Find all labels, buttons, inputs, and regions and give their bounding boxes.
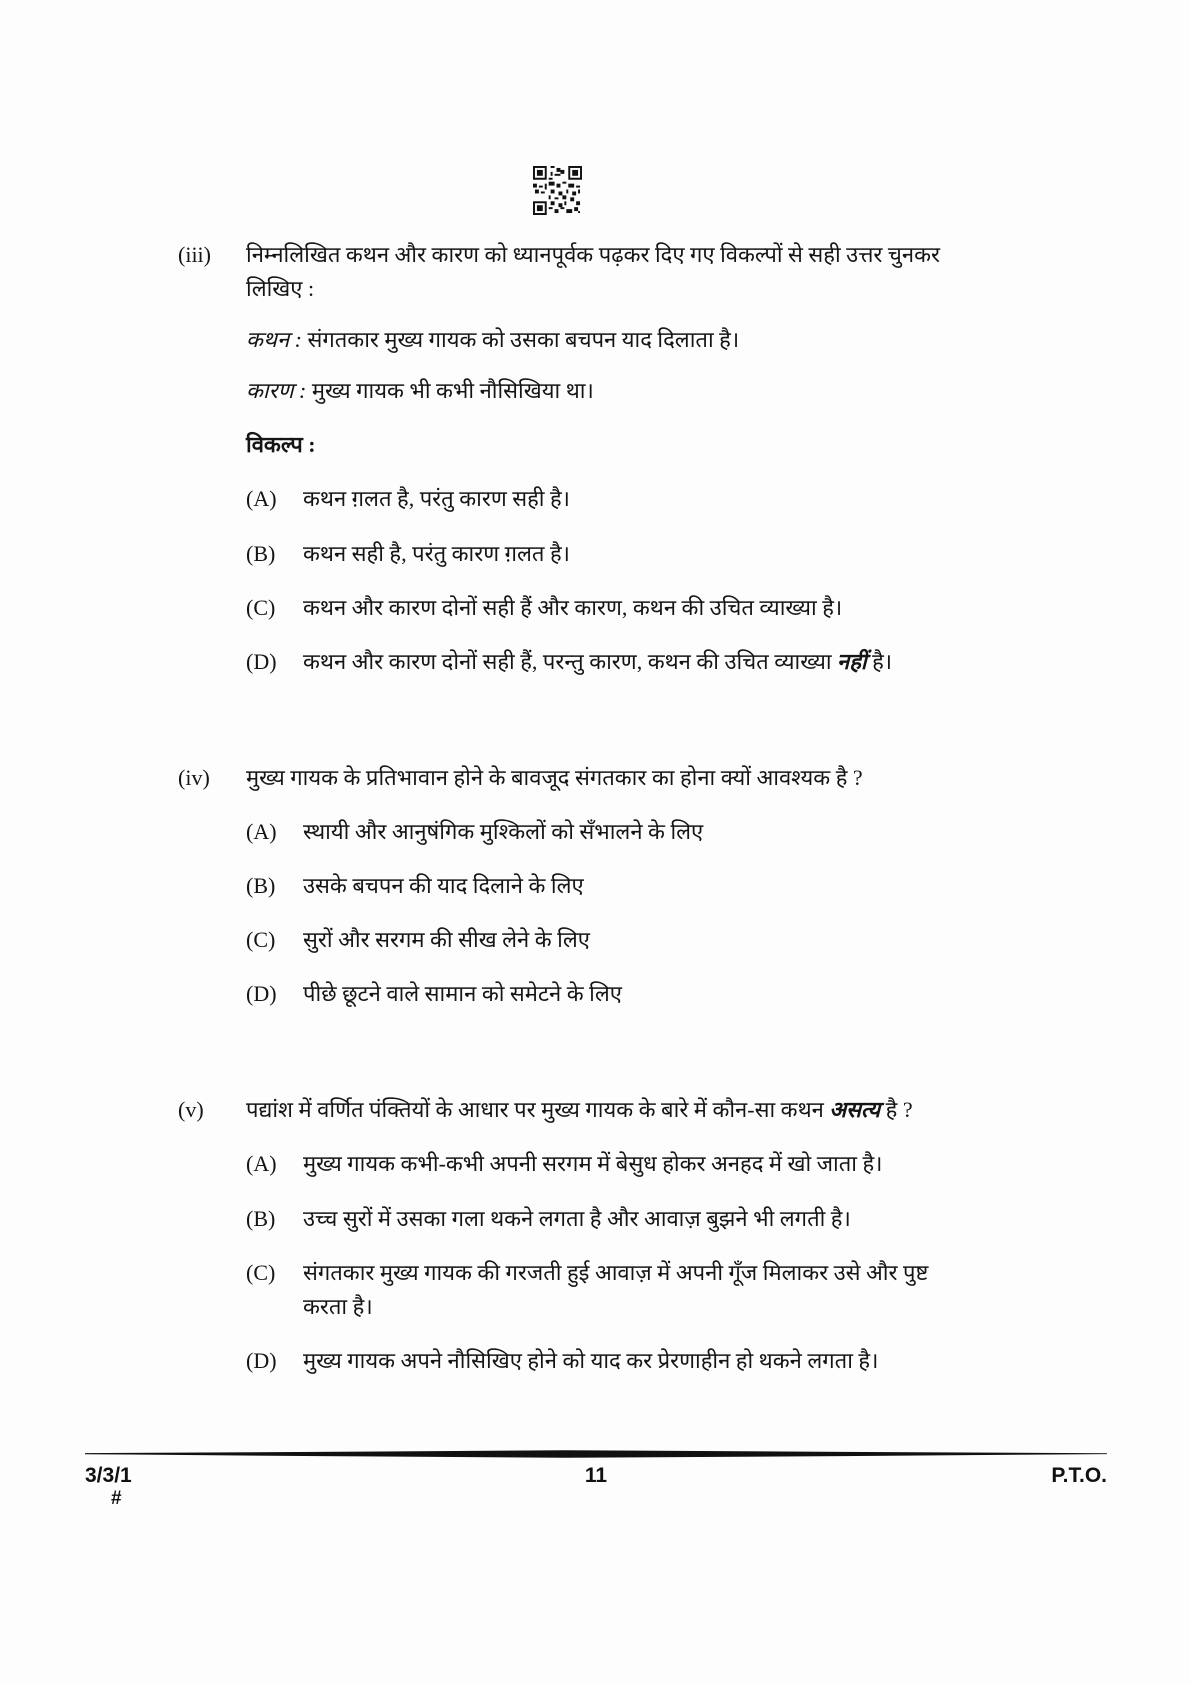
question-iv-number: (iv) — [178, 764, 210, 790]
option-label: (D) — [246, 981, 277, 1007]
question-v-number: (v) — [178, 1097, 204, 1123]
option-label: (B) — [246, 1205, 276, 1231]
question-iv — [178, 761, 1012, 1011]
option-label: (A) — [246, 486, 277, 512]
option-iii-a — [246, 482, 1012, 516]
option-text: उसके बचपन की याद दिलाने के लिए — [303, 873, 584, 899]
option-v-a — [246, 1147, 1012, 1181]
option-label: (D) — [246, 648, 277, 674]
statement-label: कथन : — [246, 327, 302, 353]
question-iii-number: (iii) — [178, 242, 211, 267]
paper-code: 3/3/1 — [85, 1464, 132, 1487]
option-v-b — [246, 1202, 1012, 1236]
option-iii-d — [246, 645, 1012, 679]
statement-text: संगतकार मुख्य गायक को उसका बचपन याद दिलाता है। — [307, 327, 740, 353]
option-text: मुख्य गायक अपने नौसिखिए होने को याद कर प्रेरणाहीन हो थकने लगता है। — [303, 1347, 879, 1373]
hash-mark: # — [111, 1488, 122, 1510]
option-iv-b — [246, 869, 1012, 903]
option-iii-b — [246, 537, 1012, 571]
questions-area — [178, 238, 1012, 1378]
option-text: कथन और कारण दोनों सही हैं, परन्तु कारण, कथन की उचित व्याख्या नहीं है। — [303, 648, 893, 674]
option-iv-d — [246, 977, 1012, 1011]
option-label: (A) — [246, 1151, 277, 1177]
options-heading: विकल्प : — [246, 432, 316, 458]
question-iv-prompt: मुख्य गायक के प्रतिभावान होने के बावजूद संगतकार का होना क्यों आवश्यक है ? — [246, 764, 863, 790]
reason-text: मुख्य गायक भी कभी नौसिखिया था। — [311, 378, 594, 404]
option-iv-c — [246, 923, 1012, 957]
option-label: (C) — [246, 594, 276, 620]
reason-label: कारण : — [246, 378, 307, 404]
option-iii-c — [246, 591, 1012, 625]
question-v — [178, 1093, 1012, 1378]
reason-line — [246, 374, 1012, 408]
option-text: मुख्य गायक कभी-कभी अपनी सरगम में बेसुध होकर अनहद में खो जाता है। — [303, 1151, 883, 1177]
emphasis-word: नहीं — [837, 648, 867, 674]
option-label: (B) — [246, 540, 276, 566]
question-iii-body — [246, 238, 1012, 679]
option-v-c — [246, 1256, 1012, 1324]
page-number: 11 — [584, 1464, 608, 1487]
qr-code — [533, 166, 582, 215]
option-label: (C) — [246, 1259, 276, 1285]
statement-line — [246, 323, 1012, 357]
option-text-line1: संगतकार मुख्य गायक की गरजती हुई आवाज़ में अपनी गूँज मिलाकर उसे और पुष्ट — [303, 1259, 929, 1285]
option-text: कथन ग़लत है, परंतु कारण सही है। — [303, 486, 570, 512]
option-text: उच्च सुरों में उसका गला थकने लगता है और आवाज़ बुझने भी लगती है। — [303, 1205, 851, 1231]
question-iii-prompt-line1: निम्नलिखित कथन और कारण को ध्यानपूर्वक पढ़कर दिए गए विकल्पों से सही उत्तर चुनकर — [246, 242, 940, 267]
option-text: स्थायी और आनुषंगिक मुश्किलों को सँभालने के लिए — [303, 818, 704, 844]
question-iii-prompt-line2: लिखिए : — [246, 276, 315, 302]
option-label: (A) — [246, 818, 277, 844]
option-text: कथन सही है, परंतु कारण ग़लत है। — [303, 540, 570, 566]
option-label: (D) — [246, 1347, 277, 1373]
option-text: कथन और कारण दोनों सही हैं और कारण, कथन की उचित व्याख्या है। — [303, 594, 843, 620]
pto-label: P.T.O. — [1051, 1464, 1107, 1487]
option-text — [303, 1256, 1012, 1324]
option-label: (C) — [246, 927, 276, 953]
option-iv-a — [246, 815, 1012, 849]
question-iv-body — [246, 761, 1012, 1011]
option-text: पीछे छूटने वाले सामान को समेटने के लिए — [303, 981, 622, 1007]
option-text: सुरों और सरगम की सीख लेने के लिए — [303, 927, 590, 953]
option-text-line2: करता है। — [303, 1293, 373, 1319]
question-iii — [178, 238, 1012, 679]
footer-divider-rule — [85, 1449, 1107, 1459]
footer-row — [85, 1464, 1107, 1510]
emphasis-word: असत्य — [829, 1097, 881, 1123]
question-v-body — [246, 1093, 1012, 1378]
page-footer — [85, 1449, 1107, 1510]
question-v-prompt: पद्यांश में वर्णित पंक्तियों के आधार पर मुख्य गायक के बारे में कौन-सा कथन असत्य है ? — [246, 1097, 913, 1123]
footer-paper-code-block — [85, 1464, 305, 1510]
option-label: (B) — [246, 873, 276, 899]
option-v-d — [246, 1344, 1012, 1378]
